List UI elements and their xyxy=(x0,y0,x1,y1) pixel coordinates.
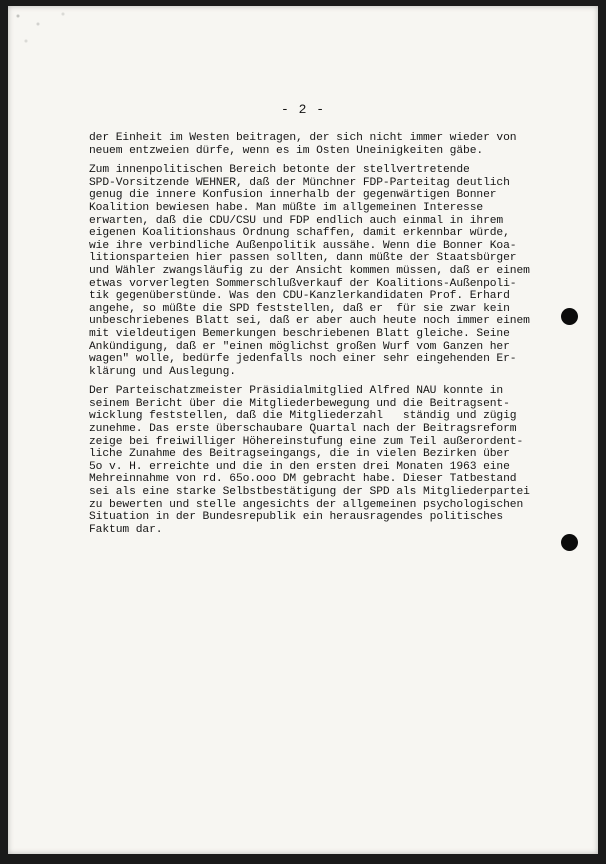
text-line: zunehme. Das erste überschaubare Quartal nach der Beitragsreform xyxy=(89,423,517,436)
text-line: unbeschriebenes Blatt sei, daß er aber auch heute noch immer einem xyxy=(89,315,530,328)
text-line: Situation in der Bundesrepublik ein herausragendes politisches xyxy=(89,511,504,524)
text-line: wagen" wolle, bedürfe jedenfalls noch einer sehr eingehenden Er- xyxy=(89,353,517,366)
punch-hole xyxy=(561,308,578,325)
text-line: sei als eine starke Selbstbestätigung der SPD als Mitgliederpartei xyxy=(89,486,530,499)
body-text xyxy=(89,132,569,536)
text-line: Der Parteischatzmeister Präsidialmitglied Alfred NAU konnte in xyxy=(89,385,504,398)
text-line: seinem Bericht über die Mitgliederbewegung und die Beitragsent- xyxy=(89,397,510,410)
text-line: Zum innenpolitischen Bereich betonte der stellvertretende xyxy=(89,164,470,177)
text-line: erwarten, daß die CDU/CSU und FDP endlich auch einmal in ihrem xyxy=(89,214,504,227)
text-line: mit vieldeutigen Bemerkungen beschriebenen Blatt gleiche. Seine xyxy=(89,327,510,340)
text-line: SPD-Vorsitzende WEHNER, daß der Münchner FDP-Parteitag deutlich xyxy=(89,176,510,189)
paragraph xyxy=(89,132,569,157)
text-line: etwas vorverlegten Sommerschlußverkauf der Koalitions-Außenpoli- xyxy=(89,277,517,290)
text-line: eigenen Koalitionshaus Ordnung schaffen, damit erkennbar würde, xyxy=(89,227,510,240)
text-line: Faktum dar. xyxy=(89,523,163,536)
text-line: der Einheit im Westen beitragen, der sich nicht immer wieder von xyxy=(89,132,517,144)
text-line: Mehreinnahme von rd. 65o.ooo DM gebracht habe. Dieser Tatbestand xyxy=(89,473,517,486)
text-line: genug die innere Konfusion innerhalb der gegenwärtigen Bonner xyxy=(89,189,497,202)
scan-noise xyxy=(8,6,98,66)
text-line: litionsparteien hier passen sollten, dann müßte der Staatsbürger xyxy=(89,252,517,265)
text-line: Koalition bewiesen habe. Man müßte im allgemeinen Interesse xyxy=(89,201,484,214)
text-line: und Wähler zwangsläufig zu der Ansicht kommen müssen, daß er einem xyxy=(89,264,530,277)
document-page xyxy=(8,6,598,854)
text-line: zeige bei freiwilliger Höhereinstufung eine zum Teil außerordent- xyxy=(89,435,524,448)
text-line: klärung und Auslegung. xyxy=(89,365,236,378)
text-line: tik gegenüberstünde. Was den CDU-Kanzlerkandidaten Prof. Erhard xyxy=(89,290,510,303)
text-line: angehe, so müßte die SPD feststellen, daß er für sie zwar kein xyxy=(89,302,510,315)
text-line: 5o v. H. erreichte und die in den ersten drei Monaten 1963 eine xyxy=(89,460,510,473)
punch-hole xyxy=(561,534,578,551)
text-line: wicklung feststellen, daß die Mitgliederzahl ständig und zügig xyxy=(89,410,517,423)
page-number: - 2 - xyxy=(280,102,325,117)
text-line: Ankündigung, daß er "einen möglichst großen Wurf vom Ganzen her xyxy=(89,340,510,353)
text-line: wie ihre verbindliche Außenpolitik aussähe. Wenn die Bonner Koa- xyxy=(89,239,517,252)
text-line: neuem entzweien dürfe, wenn es im Osten Uneinigkeiten gäbe. xyxy=(89,144,484,157)
paragraph xyxy=(89,164,569,378)
text-line: liche Zunahme des Beitragseingangs, die in vielen Bezirken über xyxy=(89,448,510,461)
paragraph xyxy=(89,385,569,536)
text-line: zu bewerten und stelle angesichts der allgemeinen psychologischen xyxy=(89,498,524,511)
